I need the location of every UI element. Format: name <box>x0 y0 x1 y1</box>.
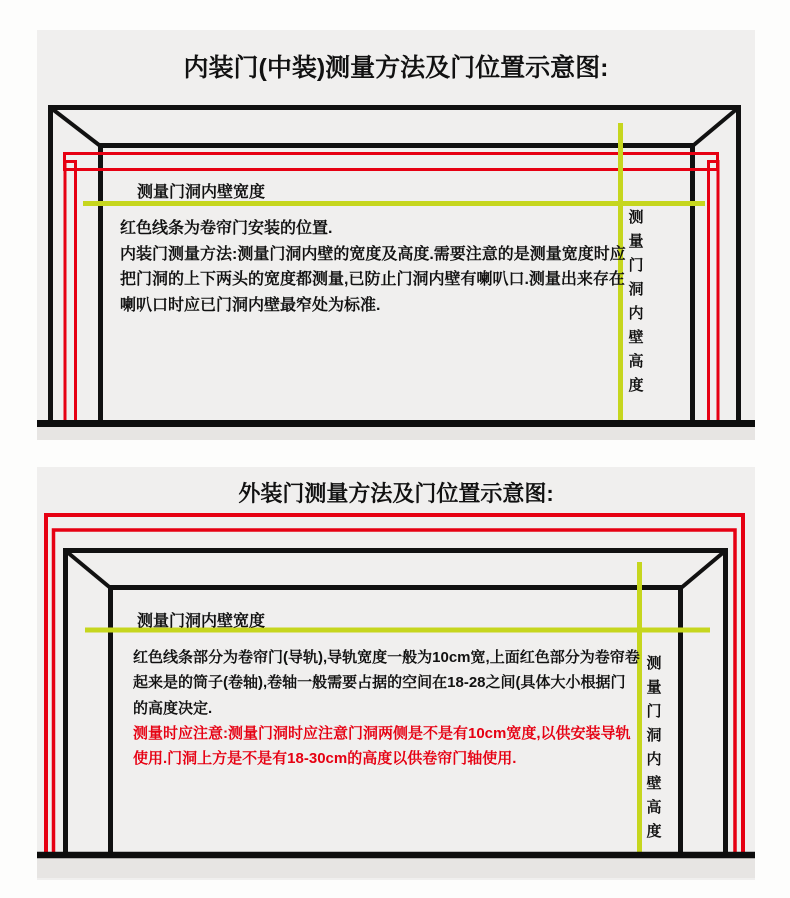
instruction-line: 红色线条为卷帘门安装的位置. <box>120 220 333 237</box>
exterior-instructions-black <box>133 645 640 721</box>
floor-shadow <box>37 858 755 878</box>
instruction-line: 把门洞的上下两头的宽度都测量,已防止门洞内壁有喇叭口.测量出来存在 <box>120 271 625 288</box>
exterior-instructions-warning <box>133 721 631 772</box>
interior-title: 内装门(中装)测量方法及门位置示意图: <box>183 54 609 82</box>
guide-rail-right <box>709 162 719 423</box>
height-measure-label: 测 量 门 洞 内 壁 高 度 <box>646 655 662 840</box>
panel-exterior-door <box>37 467 755 880</box>
perspective-diagonal-left <box>67 552 111 589</box>
warning-line: 测量时应注意:测量门洞时应注意门洞两侧是不是有10cm宽度,以供安装导轨 <box>133 725 631 742</box>
perspective-diagonal-left <box>51 108 101 147</box>
instruction-line: 内装门测量方法:测量门洞内壁的宽度及高度.需要注意的是测量宽度时应 <box>120 245 626 263</box>
width-measure-label: 测量门洞内壁宽度 <box>137 613 266 630</box>
width-measure-label: 测量门洞内壁宽度 <box>137 184 266 201</box>
guide-rail-left <box>65 162 76 423</box>
instruction-line: 红色线条部分为卷帘门(导轨),导轨宽度一般为10cm宽,上面红色部分为卷帘卷 <box>133 649 640 666</box>
instruction-line: 的高度决定. <box>133 699 213 717</box>
perspective-diagonal-right <box>681 552 725 589</box>
height-measure-label: 测 量 门 洞 内 壁 高 度 <box>628 209 644 394</box>
perspective-diagonal-right <box>692 108 738 147</box>
exterior-title: 外装门测量方法及门位置示意图: <box>238 481 554 506</box>
warning-line: 使用.门洞上方是不是有18-30cm的高度以供卷帘门轴使用. <box>133 750 517 768</box>
floor-shadow <box>37 427 755 440</box>
panel-interior-door <box>37 30 755 440</box>
instruction-line: 起来是的筒子(卷轴),卷轴一般需要占据的空间在18-28之间(具体大小根据门 <box>133 674 626 692</box>
instruction-line: 喇叭口时应已门洞内壁最窄处为标准. <box>120 296 381 314</box>
interior-instructions <box>120 216 626 318</box>
